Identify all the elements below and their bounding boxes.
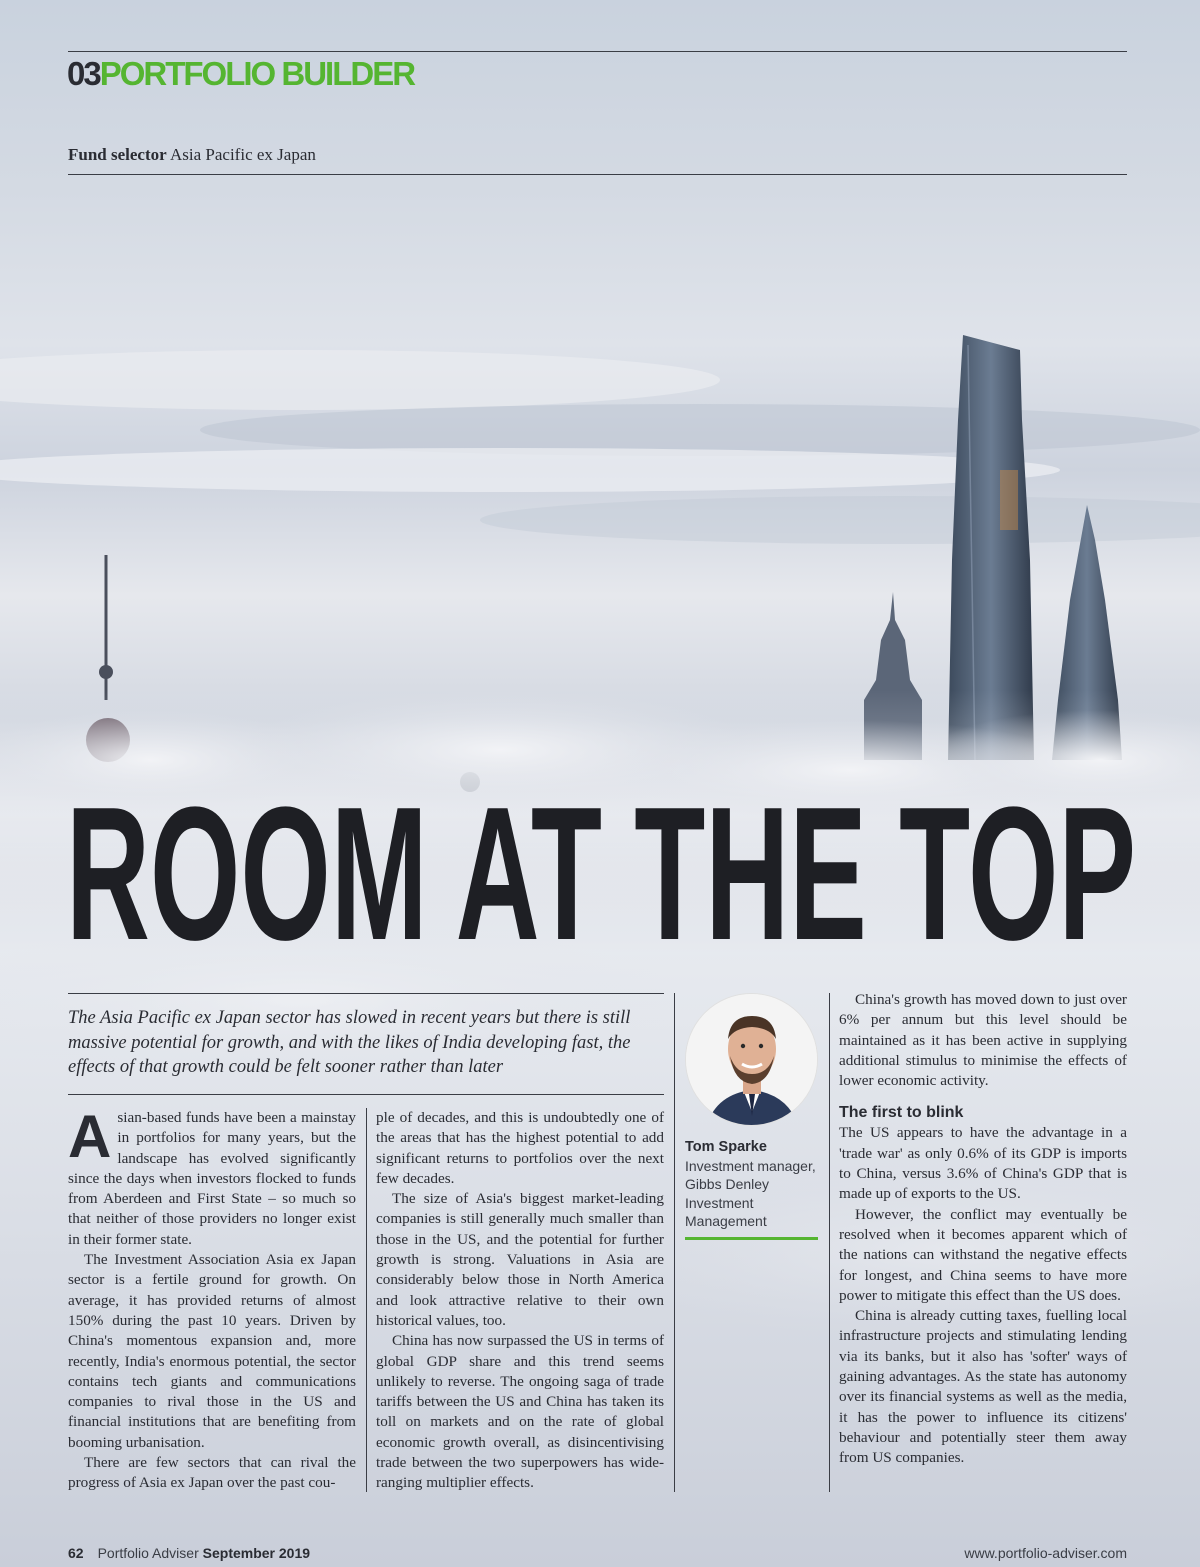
headline: [66, 768, 1146, 980]
column-divider: [366, 1108, 367, 1492]
dropcap: A: [68, 1103, 112, 1170]
issue-date: September 2019: [202, 1545, 311, 1561]
body-column-3: [839, 990, 1127, 1469]
section-number: 03: [67, 55, 100, 92]
body-paragraph: The Investment Association Asia ex Japan sector is a fertile ground for growth. On average, it has provided returns of almost 150% during the past 10 years. Driven by China's momentous expansion and, more recently, India's enormous potential, the sector contains tech giants and communications companies to rival those in the US and financial institutions that are benefiting from booming urbanisation.: [68, 1251, 356, 1451]
subheading: The first to blink: [839, 1104, 964, 1122]
body-paragraph: China has now surpassed the US in terms of global GDP share and this trend seems unlikely to reverse. The ongoing saga of trade tariffs between the US and China has taken its toll on markets and on the rate of global economic growth overall, as disincentivising trade between the two superpowers has wide-ranging multiplier effects.: [376, 1332, 664, 1492]
kicker: [68, 145, 316, 165]
body-paragraph: The size of Asia's biggest market-leading companies is still generally much smaller than those in the US, and the potential for further growth is strong. Valuations in Asia are considerably below those in North America and look attractive relative to their own historical values, too.: [376, 1190, 664, 1329]
body-paragraph: There are few sectors that can rival the progress of Asia ex Japan over the past cou-: [68, 1454, 356, 1492]
headline-text: ROOM AT THE TOP: [66, 768, 1136, 980]
kicker-label: Fund selector: [68, 145, 167, 164]
body-column-1: [68, 1103, 356, 1494]
author-photo: [685, 993, 818, 1126]
magazine-name: Portfolio Adviser: [97, 1545, 199, 1561]
body-column-2: [376, 1108, 664, 1494]
standfirst: The Asia Pacific ex Japan sector has slowed in recent years but there is still massive potential for growth, and with the likes of India developing fast, the effects of that growth could be felt sooner rather than later: [68, 1008, 631, 1077]
standfirst-bottom-rule: [68, 1094, 664, 1095]
footer-url[interactable]: www.portfolio-adviser.com: [964, 1545, 1127, 1561]
author-name: Tom Sparke: [685, 1139, 767, 1155]
body-paragraph: However, the conflict may eventually be resolved when it becomes apparent which of the nations can withstand the negative effects for longest, and China seems to have more power to mitigate this effect than the US does.: [839, 1205, 1127, 1304]
author-role: Investment manager, Gibbs Denley Investment Management: [685, 1157, 816, 1229]
kicker-topic: Asia Pacific ex Japan: [170, 145, 316, 164]
author-byline: [685, 1138, 819, 1231]
body-paragraph: The US appears to have the advantage in a 'trade war' as only 0.6% of its GDP is imports to China, versus 3.6% of China's GDP that is made up of exports to the US.: [839, 1124, 1127, 1203]
section-name: PORTFOLIO BUILDER: [99, 55, 415, 92]
body-paragraph: Asian-based funds have been a mainstay in portfolios for many years, but the landscape has evolved significantly since the days when investors flocked to funds from Aberdeen and First State – so much so that neither of those providers no longer exist in their former state.: [68, 1103, 356, 1248]
byline-accent-bar: [685, 1237, 818, 1240]
page-number: 62: [68, 1545, 84, 1561]
kicker-rule: [68, 174, 1127, 175]
section-title: [67, 57, 414, 90]
footer-folio: [68, 1545, 310, 1561]
body-paragraph: China's growth has moved down to just over 6% per annum but this level should be maintained as it has been active in supplying additional stimulus to minimise the effects of lower economic activity.: [839, 991, 1127, 1090]
column-divider: [829, 993, 830, 1492]
body-paragraph: China is already cutting taxes, fuelling local infrastructure projects and stimulating lending via its banks, but it also has 'softer' ways of gaining advantages. As the state has autonomy over its financial systems as well as the media, it has the power to influence its citizens' behaviour and potentially steer them away from US companies.: [839, 1307, 1127, 1467]
standfirst-top-rule: [68, 993, 664, 994]
column-divider: [674, 993, 675, 1492]
body-paragraph: ple of decades, and this is undoubtedly one of the areas that has the highest potential to add significant returns to portfolios over the next few decades.: [376, 1109, 664, 1187]
top-rule: [68, 51, 1127, 52]
